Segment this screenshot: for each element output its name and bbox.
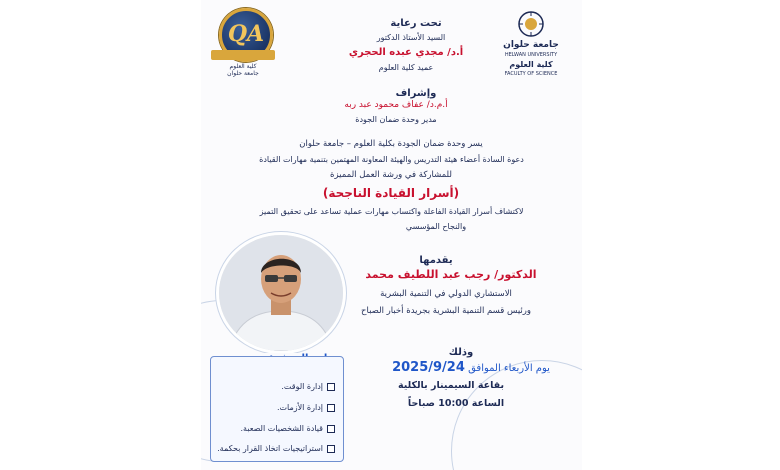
workshop-title: (أسرار القيادة الناجحة) xyxy=(322,186,460,200)
presenter-label: يقدمها xyxy=(419,255,453,266)
presenter-title-2: ورئيس قسم التنمية البشرية بجريدة أخبار الصباح xyxy=(361,306,531,316)
axes-box xyxy=(210,356,344,462)
qa-logo-caption: كلية العلوم جامعة حلوان xyxy=(227,63,259,77)
presenter-portrait-icon xyxy=(219,235,343,351)
dean-name: أ.د/ مجدي عبده الحجري xyxy=(348,47,464,58)
axes-item: قيادة الشخصيات الصعبة. xyxy=(241,424,336,433)
quality-assurance-logo: QA xyxy=(219,8,273,62)
schedule-intro: وذلك xyxy=(448,347,474,358)
supervision-heading: وإشراف xyxy=(395,88,437,99)
background-decoration xyxy=(451,360,582,470)
checkbox-icon xyxy=(327,404,335,412)
dean-role: عميد كلية العلوم xyxy=(378,63,434,72)
workshop-poster xyxy=(201,0,582,470)
schedule-day: يوم الأربعاء الموافق xyxy=(468,363,550,374)
schedule-date-line xyxy=(366,360,576,375)
presenter-title-1: الاستشاري الدولي في التنمية البشرية xyxy=(380,289,512,299)
workshop-desc-1: لاكتشاف أسرار القيادة الفاعلة واكتساب مهارات عملية تساعد على تحقيق التميز xyxy=(259,207,524,216)
faculty-name-ar: كلية العلوم xyxy=(509,60,553,69)
schedule-venue: بقاعة السيمينار بالكلية xyxy=(397,380,505,391)
checkbox-icon xyxy=(327,425,335,433)
axes-item: إدارة الوقت. xyxy=(281,382,335,391)
supervisor-name: أ.م.د/ عفاف محمود عبد ربه xyxy=(344,100,448,110)
schedule-date: 2025/9/24 xyxy=(392,360,465,375)
presenter-photo xyxy=(216,232,346,354)
faculty-name-en: FACULTY OF SCIENCE xyxy=(504,71,558,77)
invitation-line-2: دعوة السادة أعضاء هيئة التدريس والهيئة المعاونة المهتمين بتنمية مهارات القيادة xyxy=(259,155,524,164)
logo-ribbon xyxy=(211,50,275,60)
checkbox-icon xyxy=(327,445,335,453)
invitation-line-3: للمشاركة في ورشة العمل المميزة xyxy=(330,170,452,180)
patronage-heading: تحت رعاية xyxy=(390,18,442,29)
workshop-desc-2: والنجاح المؤسسي xyxy=(405,222,467,231)
helwan-name-ar: جامعة حلوان xyxy=(503,40,559,50)
helwan-name-en: HELWAN UNIVERSITY xyxy=(504,52,558,58)
axes-item: استراتيجيات اتخاذ القرار بحكمة. xyxy=(217,444,335,453)
helwan-university-logo-icon xyxy=(517,10,545,38)
invitation-line-1: يسر وحدة ضمان الجودة بكلية العلوم – جامعة حلوان xyxy=(299,139,483,149)
checkbox-icon xyxy=(327,383,335,391)
schedule-time: الساعة 10:00 صباحاً xyxy=(407,398,505,409)
axes-item: إدارة الأزمات. xyxy=(277,403,335,412)
patronage-title: السيد الأستاذ الدكتور xyxy=(376,33,446,42)
supervisor-role: مدير وحدة ضمان الجودة xyxy=(355,115,437,124)
presenter-name: الدكتور/ رجب عبد اللطيف محمد xyxy=(365,268,537,281)
